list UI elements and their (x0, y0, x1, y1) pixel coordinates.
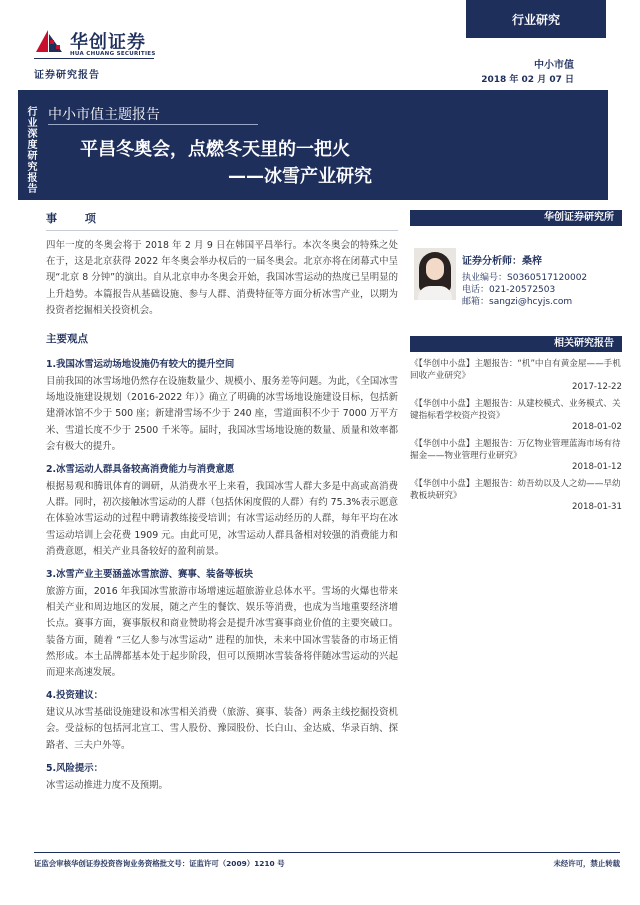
category-label: 中小市值 (534, 60, 574, 71)
footer-divider (34, 852, 620, 853)
point-title: 5.风险提示： (46, 762, 103, 774)
analyst-phone: 电话：021-20572503 (462, 285, 556, 295)
page-title: 平昌冬奥会，点燃冬天里的一把火 (80, 139, 350, 160)
point-text: 根据易观和腾讯体育的调研，从消费水平上来看，我国冰雪人群大多是中高或高消费人群。同时，初次接触冰雪运动的人群（包括休闲度假的人群）有约 75.3%表示愿意在体验冰雪运动的过程中聘请教练接受培训；有冰雪运动经历的人群，每年平均在冰雪运动培训上会花费 1909 元。由此可见，冰雪运动人群具备相对较强的消费能力和消费意愿，相关产业具备较好的盈利前景。 (46, 481, 398, 557)
views-heading: 主要观点 (46, 333, 88, 346)
point-text: 目前我国的冰雪场地仍然存在设施数量少、规模小、服务差等问题。为此，《全国冰雪场地设施建设规划（2016-2022 年）》确立了明确的冰雪场地设施建设目标，包括新建滑冰馆不少于 500 座；新建滑雪场不少于 240 座，雪道面积不少于 7000 万平方米、雪道长度不少于 2500 千米等。届时，我国冰雪场地设施的数量、质量和效率都会有极大的提升。 (46, 376, 398, 452)
analyst-license: 执业编号：S0360517120002 (462, 273, 588, 283)
point-text: 冰雪运动推进力度不及预期。 (46, 779, 168, 791)
related-reports (410, 336, 622, 512)
logo-divider (34, 58, 154, 59)
related-report-link[interactable]: 《【华创中小盘】主题报告：万亿物业管理蓝海市场有待掘金——物业管理行业研究》 (410, 439, 621, 461)
point-title: 2.冰雪运动人群具备较高消费能力与消费意愿 (46, 464, 235, 476)
analyst-name: 证券分析师：桑梓 (462, 256, 542, 267)
analyst-email[interactable]: 邮箱：sangzi@hcyjs.com (462, 297, 573, 307)
point-text: 旅游方面，2016 年我国冰雪旅游市场增速远超旅游业总体水平。雪场的火爆也带来相关产业和周边地区的发展，随之产生的餐饮、娱乐等消费，也成为当地重要经济增长点。赛事方面，赛事版权和商业赞助将会是提升冰雪赛事商业价值的主要突破口。装备方面，随着 “三亿人参与冰雪运动” 进程的加快，未来中国冰雪装备的市场正悄然形成。本土品牌都基本处于起步阶段，但可以预期冰雪装备将伴随冰雪运动的兴起而迎来高速发展。 (46, 586, 398, 679)
banner-divider (48, 124, 258, 125)
footer-license: 证监会审核华创证券投资咨询业务资格批文号：证监许可（2009）1210 号 (34, 859, 285, 868)
page-subtitle: ——冰雪产业研究 (228, 166, 372, 187)
side-label: 行业深度研究报告 (25, 106, 36, 194)
event-text: 四年一度的冬奥会将于 2018 年 2 月 9 日在韩国平昌举行。本次冬奥会的特殊之处在于，这是北京获得 2022 年冬奥会举办权后的一届冬奥会。北京亦将在闭幕式中呈现“北京 8 分钟”的演出。自从北京申办冬奥会开始，我国冰雪运动的热度已呈明显的上升趋势。本篇报告从基础设施、参与人群、消费特征等方面分析冰雪产业，以期为投资者挖掘相关投资机会。 (46, 240, 398, 316)
point-title: 3.冰雪产业主要涵盖冰雪旅游、赛事、装备等板块 (46, 569, 253, 581)
report-type: 证券研究报告 (34, 70, 100, 81)
report-date: 2018 年 02 月 07 日 (481, 75, 574, 85)
related-report-date: 2018-01-02 (572, 422, 622, 432)
point-text: 建议从冰雪基础设施建设和冰雪相关消费（旅游、赛事、装备）两条主线挖掘投资机会。受益标的包括河北宣工、雪人股份、豫园股份、长白山、金达威、华录百纳、探路者、三夫户外等。 (46, 707, 398, 751)
related-report-date: 2018-01-12 (572, 462, 622, 472)
sidebar (410, 210, 622, 512)
point-title: 4.投资建议： (46, 690, 103, 702)
logo-name: 华创证券 (70, 32, 146, 53)
main-content (46, 210, 398, 794)
analyst-photo (414, 248, 456, 300)
banner-topic: 中小市值主题报告 (48, 107, 160, 123)
analyst-card (410, 226, 622, 326)
logo-name-en: HUA CHUANG SECURITIES (70, 51, 156, 57)
point-title: 1.我国冰雪运动场地设施仍有较大的提升空间 (46, 359, 235, 371)
related-report-link[interactable]: 《【华创中小盘】主题报告：幼吾幼以及人之幼——早幼教板块研究》 (410, 479, 621, 501)
related-heading: 相关研究报告 (410, 336, 622, 352)
logo-mark-icon (34, 26, 64, 56)
footer-notice: 未经许可，禁止转载 (553, 859, 620, 868)
event-heading: 事 项 (46, 212, 108, 225)
related-report-date: 2018-01-31 (572, 502, 622, 512)
related-report-link[interactable]: 《【华创中小盘】主题报告：从建校模式、业务模式、关键指标看学校资产投资》 (410, 399, 621, 421)
related-report-date: 2017-12-22 (572, 382, 622, 392)
related-report-link[interactable]: 《【华创中小盘】主题报告：“机”中自有黄金屋——手机回收产业研究》 (410, 359, 621, 381)
institute-heading: 华创证券研究所 (410, 210, 622, 226)
industry-research-tag: 行业研究 (466, 0, 606, 38)
